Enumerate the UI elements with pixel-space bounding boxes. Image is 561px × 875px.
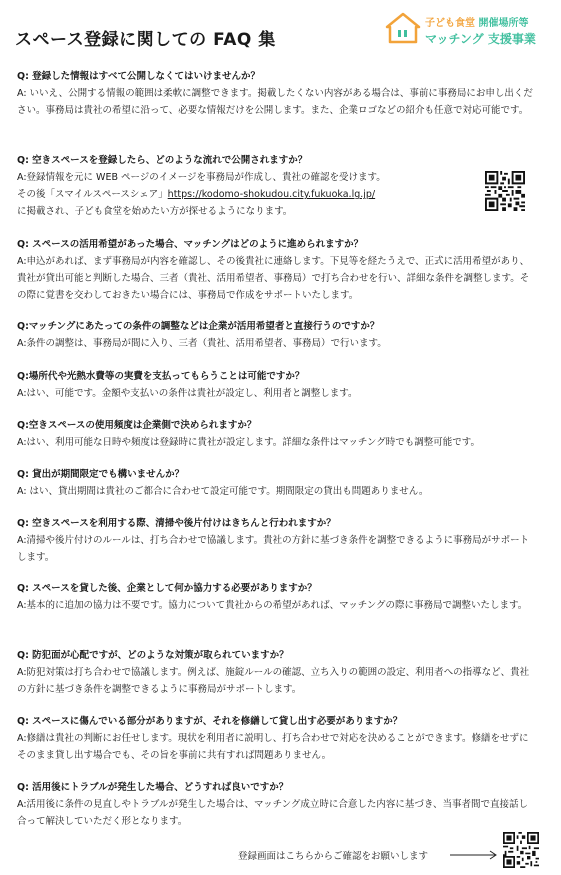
faq-question: Q: 登録した情報はすべて公開しなくてはいけませんか？	[17, 71, 260, 82]
faq-answer: A: はい、貸出期間は貴社のご都合に合わせて設定可能です。期間限定の貸出も問題ありません。	[17, 486, 429, 497]
faq-answer: A:申込があれば、まず事務局が内容を確認し、その後貴社に連絡します。下見等を経たうえで、正式に活用希望があり、貴社が貸出可能と判断した場合、三者（貴社、活用希望者、事務局）で打ち合わせを行い、詳細な条件を調整します。その際に覚書を交わしておきたい場合には、事務局で作成をサポートいたします。	[17, 256, 530, 301]
logo-text-venue: 開催場所等	[478, 18, 529, 29]
faq-question: Q: 空きスペースを登録したら、どのような流れで公開されますか？	[17, 155, 308, 166]
faq-question: Q: 活用後にトラブルが発生した場合、どうすれば良いですか？	[17, 782, 289, 793]
faq-question: Q: 空きスペースを利用する際、清掃や後片付けはきちんと行われますか？	[17, 518, 336, 529]
faq-answer-part: に掲載され、子ども食堂を始めたい方が探せるようになります。	[17, 206, 293, 217]
faq-question: Q: スペースの活用希望があった場合、マッチングはどのように進められますか？	[17, 239, 364, 250]
faq-answer: A:修繕は貴社の判断にお任せします。現状を利用者に説明し、打ち合わせで対応を決めることができます。修繕をせずにそのまま貸し出す場合でも、その旨を事前に共有すれば問題ありません。	[17, 733, 529, 761]
faq-answer: A:基本的に追加の協力は不要です。協力について貴社からの希望があれば、マッチングの際に事務局で調整いたします。	[17, 600, 528, 611]
qr-code-icon[interactable]	[503, 832, 539, 868]
faq-answer: A:清掃や後片付けのルールは、打ち合わせで協議します。貴社の方針に基づき条件を調整できるように事務局がサポートします。	[17, 535, 530, 563]
logo	[385, 12, 555, 48]
faq-question: Q: スペースを貸した後、企業として何か協力する必要がありますか？	[17, 583, 317, 594]
faq-answer: A:活用後に条件の見直しやトラブルが発生した場合は、マッチング成立時に合意した内容に基づき、当事者間で直接話し合って解決していただく形となります。	[17, 799, 529, 827]
faq-item	[17, 236, 537, 304]
faq-item	[17, 580, 537, 614]
faq-answer: A:防犯対策は打ち合わせで協議します。例えば、施錠ルールの確認、立ち入りの範囲の設定、利用者への指導など、貴社の方針に基づき条件を調整できるように事務局がサポートします。	[17, 667, 530, 695]
faq-answer: A: いいえ、公開する情報の範囲は柔軟に調整できます。掲載したくない内容がある場合は、事前に事務局にお申し出ください。事務局は貴社の希望に沿って、必要な情報だけを公開します。また、企業ロゴなどの紹介も任意で対応可能です。	[17, 88, 533, 116]
house-icon	[385, 12, 421, 44]
faq-question: Q: 防犯面が心配ですが、どのような対策が取られていますか？	[17, 650, 289, 661]
faq-item	[17, 152, 537, 220]
faq-item	[17, 68, 537, 119]
faq-item	[17, 779, 537, 830]
faq-item	[17, 647, 537, 698]
faq-answer: A:はい、可能です。金額や支払いの条件は貴社が設定し、利用者と調整します。	[17, 388, 358, 399]
faq-question: Q:場所代や光熱水費等の実費を支払ってもらうことは可能ですか？	[17, 371, 305, 382]
arrow-right-icon	[450, 850, 498, 860]
site-link[interactable]: https://kodomo-shokudou.city.fukuoka.lg.jp/	[167, 189, 376, 200]
logo-text-project: マッチング 支援事業	[425, 32, 536, 46]
footer-text: 登録画面はこちらからご確認をお願いします	[238, 851, 429, 862]
faq-question: Q:マッチングにあたっての条件の調整などは企業が活用希望者と直接行うのですか？	[17, 321, 380, 332]
faq-answer: A:条件の調整は、事務局が間に入り、三者（貴社、活用希望者、事務局）で行います。	[17, 338, 387, 349]
faq-question: Q: 貸出が期間限定でも構いませんか？	[17, 469, 185, 480]
page-title: スペース登録に関しての FAQ 集	[15, 30, 276, 50]
faq-item	[17, 713, 537, 764]
faq-question: Q: スペースに傷んでいる部分がありますが、それを修繕して貸し出す必要がありますか？	[17, 716, 403, 727]
logo-text-org: 子ども食堂	[425, 18, 475, 29]
qr-code-icon	[485, 171, 525, 211]
faq-item	[17, 515, 537, 566]
faq-answer-part: その後「スマイルスペースシェア」	[17, 189, 168, 200]
faq-answer: A:はい、利用可能な日時や頻度は登録時に貴社が設定します。詳細な条件はマッチング時でも調整可能です。	[17, 437, 480, 448]
faq-question: Q:空きスペースの使用頻度は企業側で決められますか？	[17, 420, 257, 431]
faq-item	[17, 466, 537, 500]
faq-item	[17, 368, 537, 402]
faq-item	[17, 318, 537, 352]
faq-item	[17, 417, 537, 451]
faq-answer: A:登録情報を元に WEB ページのイメージを事務局が作成し、貴社の確認を受けます。	[17, 172, 386, 183]
